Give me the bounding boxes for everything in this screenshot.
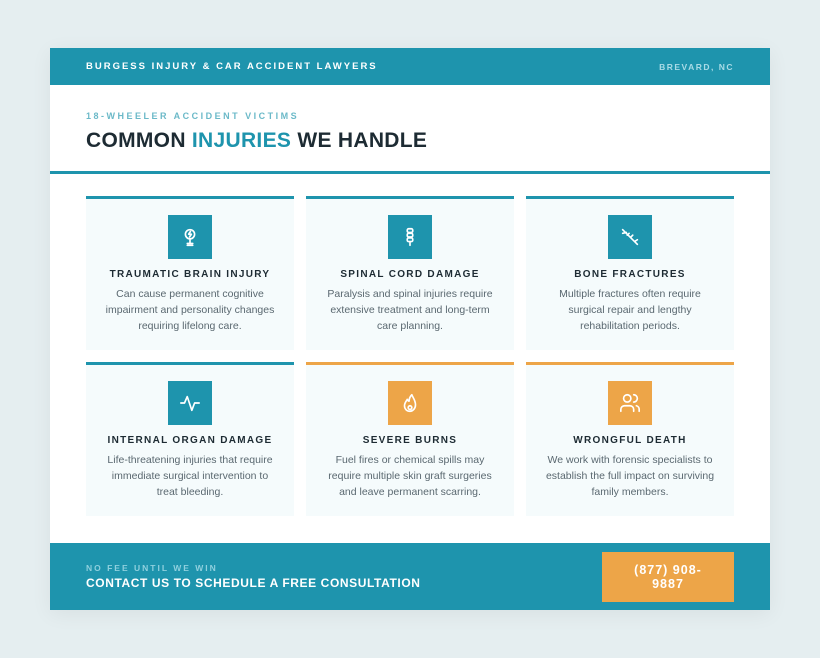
spine-icon [388, 215, 432, 259]
pulse-icon [168, 381, 212, 425]
title-pre: COMMON [86, 129, 192, 152]
title-highlight: INJURIES [191, 129, 292, 152]
location: BREVARD, NC [659, 61, 734, 72]
injury-card [306, 196, 514, 350]
injury-title: INTERNAL ORGAN DAMAGE [107, 435, 273, 446]
injury-description: Can cause permanent cognitive impairment and personality changes requiring lifelong care. [105, 288, 275, 332]
title-post: WE HANDLE [291, 129, 428, 152]
page-title [86, 129, 734, 153]
injury-card [86, 362, 294, 516]
injury-description: Paralysis and spinal injuries require extensive treatment and long-term care planning. [327, 288, 493, 332]
brain-icon [168, 215, 212, 259]
injury-description: Multiple fractures often require surgical repair and lengthy rehabilitation periods. [559, 288, 701, 332]
injury-title: BONE FRACTURES [574, 269, 686, 280]
injury-description: Fuel fires or chemical spills may require multiple skin graft surgeries and leave permanent scarring. [328, 454, 492, 498]
eyebrow: 18-WHEELER ACCIDENT VICTIMS [86, 111, 300, 121]
phone-button[interactable]: (877) 908-9887 [602, 552, 734, 602]
injury-card [306, 362, 514, 516]
footer-cta-text: CONTACT US TO SCHEDULE A FREE CONSULTATION [86, 576, 421, 590]
injury-description: Life-threatening injuries that require immediate surgical intervention to treat bleeding. [107, 454, 273, 498]
injury-title: SPINAL CORD DAMAGE [340, 269, 480, 280]
card [50, 48, 770, 610]
injury-card [86, 196, 294, 350]
top-bar [50, 48, 770, 85]
injury-title: WRONGFUL DEATH [573, 435, 687, 446]
injury-description: We work with forensic specialists to establish the full impact on surviving family members. [545, 454, 715, 498]
hero [50, 85, 770, 174]
injury-grid [86, 196, 734, 516]
users-icon [608, 381, 652, 425]
footer-eyebrow: NO FEE UNTIL WE WIN [86, 563, 218, 573]
footer-cta [50, 543, 770, 610]
flame-icon [388, 381, 432, 425]
brand-name: BURGESS INJURY & CAR ACCIDENT LAWYERS [86, 61, 378, 72]
injury-card [526, 362, 734, 516]
bone-icon [608, 215, 652, 259]
injury-title: SEVERE BURNS [362, 435, 458, 446]
injury-title: TRAUMATIC BRAIN INJURY [109, 269, 271, 280]
injury-card [526, 196, 734, 350]
